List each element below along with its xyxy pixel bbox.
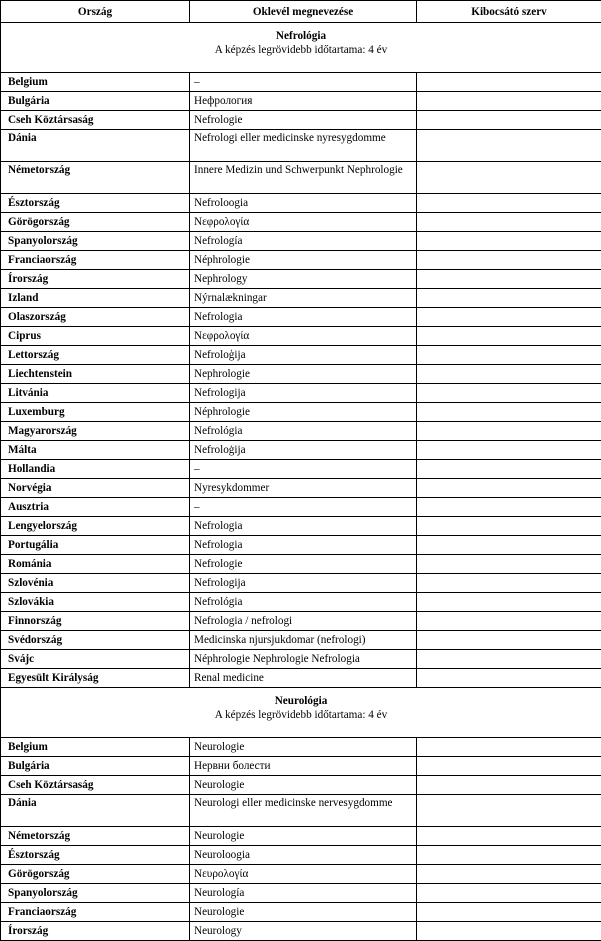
table-row (1, 365, 601, 384)
table-row (1, 213, 601, 232)
issuer-cell (417, 194, 601, 213)
issuer-cell (417, 827, 601, 846)
diploma-cell: – (190, 73, 417, 92)
country-cell: Bulgária (1, 757, 190, 776)
issuer-cell (417, 441, 601, 460)
country-cell: Lettország (1, 346, 190, 365)
country-cell: Szlovákia (1, 593, 190, 612)
diploma-cell: Nefrologie (190, 555, 417, 574)
header-row (1, 1, 601, 23)
table-row (1, 441, 601, 460)
issuer-cell (417, 365, 601, 384)
diploma-cell: Neuroloogia (190, 846, 417, 865)
country-cell: Svédország (1, 631, 190, 650)
diploma-cell: Νεφρολογία (190, 327, 417, 346)
section-subtitle: A képzés legrövidebb időtartama: 4 év (1, 43, 601, 57)
country-cell: Egyesült Királyság (1, 669, 190, 688)
table-row (1, 422, 601, 441)
issuer-cell (417, 251, 601, 270)
country-cell: Németország (1, 827, 190, 846)
issuer-cell (417, 232, 601, 251)
country-cell: Franciaország (1, 251, 190, 270)
country-cell: Írország (1, 270, 190, 289)
country-cell: Málta (1, 441, 190, 460)
table-row (1, 738, 601, 757)
table-row (1, 903, 601, 922)
country-cell: Dánia (1, 130, 190, 162)
issuer-cell (417, 574, 601, 593)
section-header-row (1, 688, 601, 738)
table-row (1, 111, 601, 130)
country-cell: Svájc (1, 650, 190, 669)
diploma-cell: Nefrologie (190, 111, 417, 130)
table-row (1, 270, 601, 289)
country-cell: Litvánia (1, 384, 190, 403)
issuer-cell (417, 865, 601, 884)
country-cell: Németország (1, 162, 190, 194)
table-row (1, 612, 601, 631)
header-diploma: Oklevél megnevezése (190, 1, 417, 23)
country-cell: Észtország (1, 194, 190, 213)
country-cell: Spanyolország (1, 884, 190, 903)
diploma-cell: Nýrnalækningar (190, 289, 417, 308)
issuer-cell (417, 460, 601, 479)
header-issuer: Kibocsátó szerv (417, 1, 601, 23)
diploma-cell: Nefroloogia (190, 194, 417, 213)
table-row (1, 162, 601, 194)
issuer-cell (417, 162, 601, 194)
diploma-cell: Nefrológia (190, 422, 417, 441)
diploma-cell: Néphrologie (190, 251, 417, 270)
issuer-cell (417, 593, 601, 612)
diploma-cell: Nefrologija (190, 384, 417, 403)
issuer-cell (417, 422, 601, 441)
diploma-cell: Neurologie (190, 827, 417, 846)
issuer-cell (417, 73, 601, 92)
table-row (1, 669, 601, 688)
diploma-cell: Nephrologie (190, 365, 417, 384)
table-row (1, 922, 601, 941)
diploma-cell: Neurology (190, 922, 417, 941)
diploma-cell: Medicinska njursjukdomar (nefrologi) (190, 631, 417, 650)
issuer-cell (417, 884, 601, 903)
diploma-cell: – (190, 498, 417, 517)
issuer-cell (417, 111, 601, 130)
diploma-cell: – (190, 460, 417, 479)
issuer-cell (417, 612, 601, 631)
header-country: Ország (1, 1, 190, 23)
diploma-cell: Nefrologija (190, 574, 417, 593)
diploma-cell: Renal medicine (190, 669, 417, 688)
country-cell: Cseh Köztársaság (1, 111, 190, 130)
country-cell: Liechtenstein (1, 365, 190, 384)
diploma-cell: Nefrologia (190, 536, 417, 555)
issuer-cell (417, 92, 601, 111)
country-cell: Finnország (1, 612, 190, 631)
table-row (1, 574, 601, 593)
diploma-cell: Innere Medizin und Schwerpunkt Nephrologie (190, 162, 417, 194)
issuer-cell (417, 776, 601, 795)
table-row (1, 631, 601, 650)
table-row (1, 308, 601, 327)
diploma-cell: Νεφρολογία (190, 213, 417, 232)
country-cell: Ciprus (1, 327, 190, 346)
diploma-cell: Nefrologi eller medicinske nyresygdomme (190, 130, 417, 162)
country-cell: Belgium (1, 738, 190, 757)
table-row (1, 884, 601, 903)
table-row (1, 92, 601, 111)
section-header (1, 688, 601, 738)
issuer-cell (417, 479, 601, 498)
table-row (1, 536, 601, 555)
issuer-cell (417, 795, 601, 827)
diploma-cell: Nefrologia (190, 308, 417, 327)
table-row (1, 498, 601, 517)
country-cell: Luxemburg (1, 403, 190, 422)
table-row (1, 384, 601, 403)
country-cell: Románia (1, 555, 190, 574)
table-row (1, 289, 601, 308)
country-cell: Írország (1, 922, 190, 941)
country-cell: Cseh Köztársaság (1, 776, 190, 795)
diploma-cell: Нефрология (190, 92, 417, 111)
diploma-cell: Neurologi eller medicinske nervesygdomme (190, 795, 417, 827)
issuer-cell (417, 346, 601, 365)
country-cell: Izland (1, 289, 190, 308)
issuer-cell (417, 289, 601, 308)
diploma-cell: Neurologie (190, 738, 417, 757)
issuer-cell (417, 517, 601, 536)
diploma-cell: Nyresykdommer (190, 479, 417, 498)
diploma-cell: Néphrologie Nephrologie Nefrologia (190, 650, 417, 669)
table-row (1, 846, 601, 865)
issuer-cell (417, 631, 601, 650)
table-row (1, 232, 601, 251)
table-row (1, 795, 601, 827)
country-cell: Magyarország (1, 422, 190, 441)
diploma-cell: Neurologie (190, 903, 417, 922)
table-row (1, 479, 601, 498)
country-cell: Norvégia (1, 479, 190, 498)
country-cell: Belgium (1, 73, 190, 92)
section-header-row (1, 23, 601, 73)
issuer-cell (417, 650, 601, 669)
country-cell: Portugália (1, 536, 190, 555)
section-title: Neurológia (1, 694, 601, 708)
table-row (1, 650, 601, 669)
diploma-cell: Nefrológia (190, 593, 417, 612)
table-row (1, 194, 601, 213)
country-cell: Görögország (1, 213, 190, 232)
table-row (1, 776, 601, 795)
section-title: Nefrológia (1, 29, 601, 43)
country-cell: Dánia (1, 795, 190, 827)
diploma-cell: Néphrologie (190, 403, 417, 422)
table-row (1, 865, 601, 884)
country-cell: Lengyelország (1, 517, 190, 536)
diploma-cell: Nefrología (190, 232, 417, 251)
table-row (1, 327, 601, 346)
table-body (1, 23, 601, 941)
issuer-cell (417, 757, 601, 776)
issuer-cell (417, 327, 601, 346)
country-cell: Szlovénia (1, 574, 190, 593)
diploma-cell: Nefrologia (190, 517, 417, 536)
table-row (1, 460, 601, 479)
issuer-cell (417, 130, 601, 162)
issuer-cell (417, 738, 601, 757)
diploma-cell: Νευρολογία (190, 865, 417, 884)
table-row (1, 403, 601, 422)
country-cell: Hollandia (1, 460, 190, 479)
table-row (1, 555, 601, 574)
diploma-cell: Neurologie (190, 776, 417, 795)
issuer-cell (417, 403, 601, 422)
issuer-cell (417, 922, 601, 941)
issuer-cell (417, 903, 601, 922)
issuer-cell (417, 846, 601, 865)
issuer-cell (417, 384, 601, 403)
issuer-cell (417, 536, 601, 555)
table-row (1, 251, 601, 270)
diploma-cell: Nefroloģija (190, 346, 417, 365)
diploma-cell: Нервни болести (190, 757, 417, 776)
diploma-cell: Nefroloġija (190, 441, 417, 460)
issuer-cell (417, 555, 601, 574)
country-cell: Spanyolország (1, 232, 190, 251)
diploma-cell: Nephrology (190, 270, 417, 289)
issuer-cell (417, 308, 601, 327)
country-cell: Franciaország (1, 903, 190, 922)
issuer-cell (417, 213, 601, 232)
diploma-cell: Nefrologia / nefrologi (190, 612, 417, 631)
section-subtitle: A képzés legrövidebb időtartama: 4 év (1, 708, 601, 722)
table-row (1, 73, 601, 92)
issuer-cell (417, 498, 601, 517)
section-header (1, 23, 601, 73)
table-row (1, 757, 601, 776)
country-cell: Görögország (1, 865, 190, 884)
table-row (1, 517, 601, 536)
table-row (1, 130, 601, 162)
issuer-cell (417, 669, 601, 688)
country-cell: Észtország (1, 846, 190, 865)
country-cell: Olaszország (1, 308, 190, 327)
table-row (1, 593, 601, 612)
issuer-cell (417, 270, 601, 289)
diploma-cell: Neurología (190, 884, 417, 903)
table-row (1, 827, 601, 846)
country-cell: Bulgária (1, 92, 190, 111)
country-cell: Ausztria (1, 498, 190, 517)
table-row (1, 346, 601, 365)
